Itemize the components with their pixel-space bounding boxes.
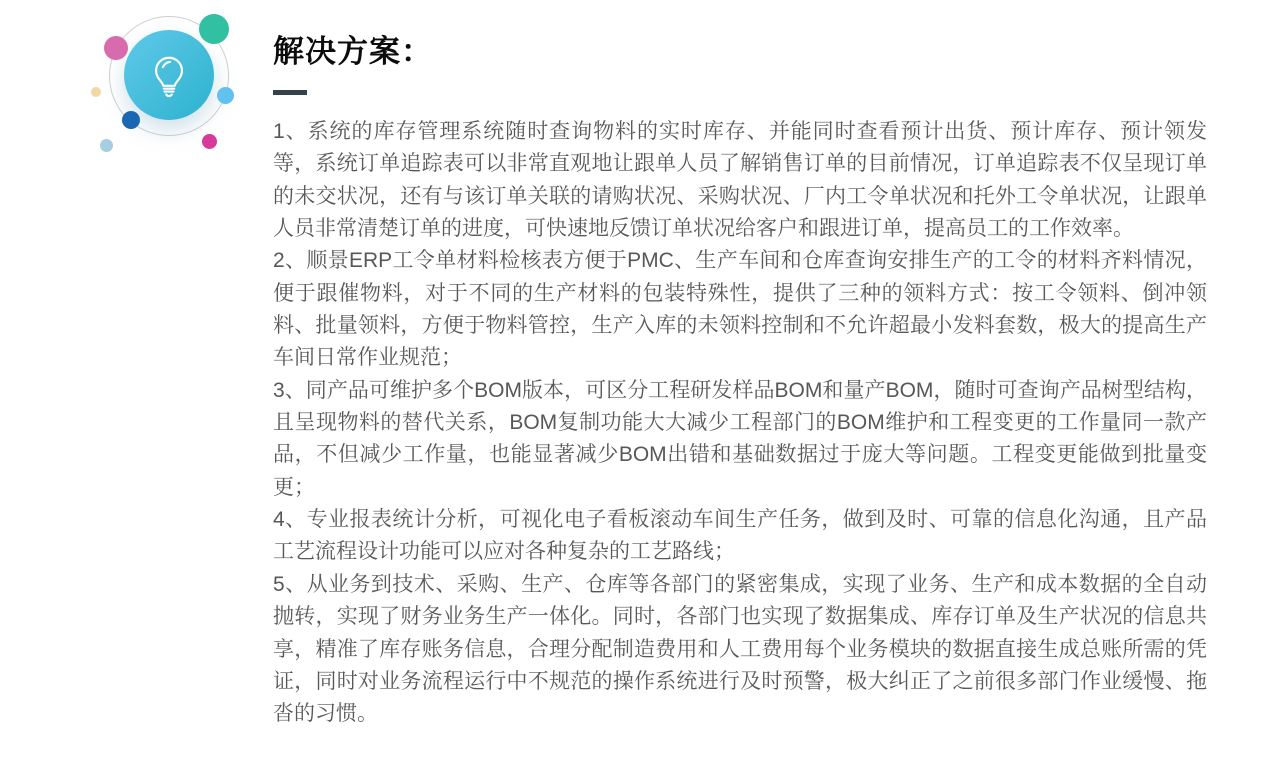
dot-pale-blue	[100, 139, 113, 152]
dot-pink	[104, 36, 128, 60]
dot-royal-blue	[122, 111, 140, 129]
dot-teal	[199, 14, 229, 44]
solution-item-1: 1、系统的库存管理系统随时查询物料的实时库存、并能同时查看预计出货、预计库存、预计领发等，系统订单追踪表可以非常直观地让跟单人员了解销售订单的目前情况，订单追踪表不仅呈现订单的未交状况，还有与该订单关联的请购状况、采购状况、厂内工令单状况和托外工令单状况，让跟单人员非常清楚订单的进度，可快速地反馈订单状况给客户和跟进订单，提高员工的工作效率。	[273, 120, 1207, 241]
dot-cream	[91, 87, 101, 97]
section-title: 解决方案：	[273, 34, 433, 69]
solution-item-5: 5、从业务到技术、采购、生产、仓库等各部门的紧密集成，实现了业务、生产和成本数据的全自动抛转，实现了财务业务生产一体化。同时，各部门也实现了数据集成、库存订单及生产状况的信息共享，精准了库存账务信息，合理分配制造费用和人工费用每个业务模块的数据直接生成总账所需的凭证，同时对业务流程运行中不规范的操作系统进行及时预警，极大纠正了之前很多部门作业缓慢、拖沓的习惯。	[273, 572, 1207, 726]
solution-item-2: 2、顺景ERP工令单材料检核表方便于PMC、生产车间和仓库查询安排生产的工令的材料齐料情况，便于跟催物料，对于不同的生产材料的包装特殊性，提供了三种的领料方式：按工令领料、倒冲领料、批量领料，方便于物料管控，生产入库的未领料控制和不允许超最小发料套数，极大的提高生产车间日常作业规范；	[273, 249, 1207, 370]
solution-item-4: 4、专业报表统计分析，可视化电子看板滚动车间生产任务，做到及时、可靠的信息化沟通，且产品工艺流程设计功能可以应对各种复杂的工艺路线；	[273, 508, 1207, 564]
content-column	[273, 30, 1207, 731]
title-accent-bar	[273, 90, 307, 95]
decoration-ring	[109, 16, 229, 136]
lightbulb-icon	[146, 47, 192, 103]
solution-text	[273, 116, 1207, 731]
solution-item-3: 3、同产品可维护多个BOM版本，可区分工程研发样品BOM和量产BOM，随时可查询产品树型结构，且呈现物料的替代关系，BOM复制功能大大减少工程部门的BOM维护和工程变更的工作量同一款产品，不但减少工作量，也能显著减少BOM出错和基础数据过于庞大等问题。工程变更能做到批量变更；	[273, 378, 1207, 499]
lightbulb-circle	[124, 30, 214, 120]
dot-sky-blue	[217, 87, 234, 104]
dot-magenta	[202, 134, 217, 149]
